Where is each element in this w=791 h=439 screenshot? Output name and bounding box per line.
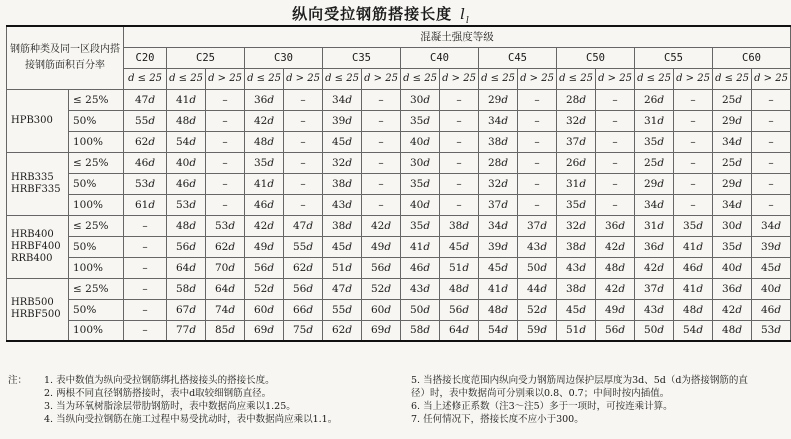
lap-length-cell: 48d: [596, 257, 635, 278]
lap-length-cell: 55d: [323, 299, 362, 320]
table-row: [7, 299, 791, 320]
lap-length-cell: –: [440, 194, 479, 215]
header-d-gt-25: d > 25: [362, 68, 401, 89]
lap-length-cell: 64d: [206, 278, 245, 299]
title-symbol: $l_l$: [460, 5, 470, 26]
lap-length-cell: –: [124, 257, 167, 278]
area-percent-cell: 100%: [69, 194, 124, 215]
note-indent: [375, 374, 411, 400]
lap-length-cell: –: [362, 110, 401, 131]
lap-length-cell: 48d: [713, 320, 752, 341]
lap-length-cell: –: [440, 131, 479, 152]
lap-length-cell: 41d: [245, 173, 284, 194]
lap-length-cell: 70d: [206, 257, 245, 278]
note-text: 2. 两根不同直径钢筋搭接时，表中d取较细钢筋直径。: [44, 388, 272, 399]
lap-length-cell: 56d: [167, 236, 206, 257]
header-d-gt-25: d > 25: [596, 68, 635, 89]
lap-length-cell: 35d: [674, 215, 713, 236]
lap-length-cell: 40d: [167, 152, 206, 173]
lap-length-cell: 31d: [635, 110, 674, 131]
lap-length-cell: 77d: [167, 320, 206, 341]
header-d-le-25: d ≤ 25: [713, 68, 752, 89]
lap-length-cell: 38d: [440, 215, 479, 236]
lap-length-cell: –: [362, 152, 401, 173]
lap-length-cell: 42d: [635, 257, 674, 278]
steel-grade-cell: HPB300: [7, 89, 69, 152]
lap-length-cell: 46d: [124, 152, 167, 173]
lap-length-cell: 48d: [167, 215, 206, 236]
lap-length-cell: 49d: [362, 236, 401, 257]
lap-length-cell: 64d: [167, 257, 206, 278]
lap-length-cell: 52d: [362, 278, 401, 299]
lap-length-cell: 44d: [518, 278, 557, 299]
lap-length-cell: –: [284, 152, 323, 173]
lap-length-cell: 42d: [362, 215, 401, 236]
lap-length-cell: 34d: [713, 194, 752, 215]
lap-length-cell: 34d: [752, 215, 791, 236]
header-d-le-25: d ≤ 25: [635, 68, 674, 89]
lap-length-cell: 58d: [167, 278, 206, 299]
header-d-le-25: d ≤ 25: [557, 68, 596, 89]
header-d-le-25: d ≤ 25: [245, 68, 284, 89]
lap-length-cell: –: [674, 89, 713, 110]
lap-length-cell: 35d: [401, 173, 440, 194]
table-row: [7, 215, 791, 236]
lap-length-cell: –: [518, 89, 557, 110]
header-d-le-25: d ≤ 25: [167, 68, 206, 89]
lap-length-cell: –: [206, 173, 245, 194]
lap-length-cell: 56d: [596, 320, 635, 341]
header-d-le-25: d ≤ 25: [323, 68, 362, 89]
area-percent-cell: 50%: [69, 173, 124, 194]
lap-length-cell: 62d: [124, 131, 167, 152]
lap-length-cell: –: [362, 173, 401, 194]
lap-length-cell: –: [674, 131, 713, 152]
lap-length-cell: –: [206, 194, 245, 215]
area-percent-cell: 50%: [69, 236, 124, 257]
note-item: [8, 400, 363, 413]
lap-length-cell: 55d: [284, 236, 323, 257]
table-title: [0, 3, 762, 25]
lap-length-cell: 43d: [635, 299, 674, 320]
title-text: 纵向受拉钢筋搭接长度: [292, 5, 453, 23]
lap-length-cell: 40d: [401, 194, 440, 215]
notes-right: [375, 374, 755, 426]
area-percent-cell: ≤ 25%: [69, 215, 124, 236]
lap-length-cell: 34d: [479, 110, 518, 131]
header-d-le-25: d ≤ 25: [124, 68, 167, 89]
lap-length-cell: –: [124, 320, 167, 341]
area-percent-cell: 100%: [69, 131, 124, 152]
lap-length-cell: 39d: [752, 236, 791, 257]
lap-length-cell: 38d: [323, 215, 362, 236]
lap-length-cell: 25d: [713, 152, 752, 173]
note-item: [8, 374, 363, 387]
lap-length-cell: 47d: [284, 215, 323, 236]
lap-length-cell: –: [124, 236, 167, 257]
header-d-gt-25: d > 25: [206, 68, 245, 89]
lap-length-cell: –: [284, 89, 323, 110]
lap-length-cell: 41d: [674, 236, 713, 257]
table-row: [7, 131, 791, 152]
lap-length-cell: 31d: [635, 215, 674, 236]
lap-length-cell: –: [440, 89, 479, 110]
lap-length-cell: –: [440, 110, 479, 131]
lap-length-cell: 39d: [479, 236, 518, 257]
lap-length-cell: 41d: [674, 278, 713, 299]
area-percent-cell: 50%: [69, 110, 124, 131]
lap-length-cell: 48d: [674, 299, 713, 320]
lap-length-cell: 46d: [674, 257, 713, 278]
lap-length-cell: 40d: [752, 278, 791, 299]
lap-length-cell: –: [440, 173, 479, 194]
lap-length-cell: –: [362, 194, 401, 215]
lap-length-cell: 29d: [479, 89, 518, 110]
lap-length-cell: 75d: [284, 320, 323, 341]
lap-length-cell: 42d: [245, 110, 284, 131]
lap-length-cell: 34d: [713, 131, 752, 152]
lap-length-cell: 34d: [323, 89, 362, 110]
lap-length-cell: 39d: [323, 110, 362, 131]
lap-length-cell: 45d: [440, 236, 479, 257]
lap-length-cell: 45d: [557, 299, 596, 320]
lap-length-cell: –: [596, 152, 635, 173]
lap-length-cell: –: [362, 89, 401, 110]
lap-length-cell: 60d: [362, 299, 401, 320]
lap-length-cell: 50d: [635, 320, 674, 341]
lap-length-cell: –: [674, 110, 713, 131]
note-item: [8, 413, 363, 426]
lap-length-cell: –: [518, 110, 557, 131]
lap-length-cell: 53d: [124, 173, 167, 194]
lap-length-cell: 30d: [401, 89, 440, 110]
table-row: [7, 236, 791, 257]
header-class-c40: C40: [401, 47, 479, 68]
header-d-gt-25: d > 25: [752, 68, 791, 89]
table-row: [7, 257, 791, 278]
note-text: 4. 当纵向受拉钢筋在施工过程中易受扰动时，表中数据尚应乘以1.1。: [44, 414, 338, 425]
lap-length-cell: 28d: [479, 152, 518, 173]
lap-length-cell: 30d: [401, 152, 440, 173]
table-row: [7, 110, 791, 131]
header-class-c20: C20: [124, 47, 167, 68]
lap-length-cell: 42d: [713, 299, 752, 320]
note-item: [375, 374, 755, 400]
lap-length-cell: 69d: [362, 320, 401, 341]
lap-length-cell: –: [518, 131, 557, 152]
lap-length-cell: –: [206, 152, 245, 173]
lap-length-cell: 46d: [752, 299, 791, 320]
lap-length-cell: 45d: [323, 236, 362, 257]
lap-length-cell: 25d: [635, 152, 674, 173]
lap-length-cell: 52d: [245, 278, 284, 299]
lap-length-cell: –: [206, 110, 245, 131]
lap-length-cell: 32d: [479, 173, 518, 194]
lap-length-cell: 67d: [167, 299, 206, 320]
lap-length-cell: –: [518, 194, 557, 215]
lap-length-cell: 37d: [557, 131, 596, 152]
lap-length-cell: 35d: [401, 110, 440, 131]
lap-length-cell: 50d: [518, 257, 557, 278]
lap-length-cell: 41d: [167, 89, 206, 110]
steel-grade-cell: HRB500 HRBF500: [7, 278, 69, 341]
lap-length-cell: –: [284, 194, 323, 215]
lap-length-cell: –: [752, 110, 791, 131]
header-corner: 钢筋种类及同一区段内搭接钢筋面积百分率: [7, 26, 124, 89]
lap-length-cell: 35d: [713, 236, 752, 257]
table-row: [7, 152, 791, 173]
lap-length-cell: 35d: [245, 152, 284, 173]
lap-length-cell: 36d: [713, 278, 752, 299]
lap-length-cell: 42d: [245, 215, 284, 236]
lap-length-cell: –: [440, 152, 479, 173]
lap-length-cell: 48d: [479, 299, 518, 320]
lap-length-cell: 38d: [323, 173, 362, 194]
lap-length-cell: 58d: [401, 320, 440, 341]
lap-length-cell: 43d: [557, 257, 596, 278]
lap-length-cell: 59d: [518, 320, 557, 341]
lap-length-cell: 25d: [713, 89, 752, 110]
note-indent: [8, 387, 44, 400]
lap-length-cell: 29d: [635, 173, 674, 194]
lap-length-cell: 34d: [479, 215, 518, 236]
notes-left: [8, 374, 363, 426]
lap-length-cell: 85d: [206, 320, 245, 341]
lap-length-cell: 41d: [479, 278, 518, 299]
lap-length-cell: 51d: [323, 257, 362, 278]
lap-length-cell: 34d: [635, 194, 674, 215]
lap-length-cell: 37d: [479, 194, 518, 215]
area-percent-cell: 100%: [69, 257, 124, 278]
lap-length-cell: 47d: [124, 89, 167, 110]
lap-length-cell: 56d: [245, 257, 284, 278]
lap-length-cell: 53d: [167, 194, 206, 215]
header-d-gt-25: d > 25: [284, 68, 323, 89]
table-row: [7, 320, 791, 341]
lap-length-cell: 46d: [401, 257, 440, 278]
note-text: 1. 表中数值为纵向受拉钢筋绑扎搭接接头的搭接长度。: [44, 375, 275, 386]
lap-length-cell: 35d: [557, 194, 596, 215]
lap-length-cell: –: [124, 299, 167, 320]
lap-length-cell: 31d: [557, 173, 596, 194]
note-indent: [375, 400, 411, 413]
lap-length-cell: 36d: [635, 236, 674, 257]
header-class-c55: C55: [635, 47, 713, 68]
lap-length-cell: 66d: [284, 299, 323, 320]
lap-length-cell: 48d: [440, 278, 479, 299]
lap-length-cell: –: [596, 194, 635, 215]
note-item: [375, 413, 755, 426]
area-percent-cell: ≤ 25%: [69, 89, 124, 110]
lap-length-cell: 32d: [557, 215, 596, 236]
header-d-le-25: d ≤ 25: [401, 68, 440, 89]
lap-length-cell: 55d: [124, 110, 167, 131]
lap-length-cell: 69d: [245, 320, 284, 341]
lap-length-cell: 54d: [167, 131, 206, 152]
lap-length-cell: –: [752, 89, 791, 110]
lap-length-cell: 52d: [518, 299, 557, 320]
note-item: [375, 400, 755, 413]
area-percent-cell: ≤ 25%: [69, 278, 124, 299]
lap-length-cell: –: [362, 131, 401, 152]
lap-length-cell: –: [124, 278, 167, 299]
lap-length-cell: 56d: [284, 278, 323, 299]
header-d-gt-25: d > 25: [440, 68, 479, 89]
lap-length-cell: 50d: [401, 299, 440, 320]
lap-length-cell: –: [674, 152, 713, 173]
lap-length-cell: –: [284, 110, 323, 131]
lap-length-cell: 29d: [713, 173, 752, 194]
lap-length-cell: –: [206, 89, 245, 110]
note-indent: [375, 413, 411, 426]
header-class-c50: C50: [557, 47, 635, 68]
header-class-c30: C30: [245, 47, 323, 68]
lap-length-cell: –: [124, 215, 167, 236]
table-row: [7, 278, 791, 299]
lap-length-cell: 32d: [323, 152, 362, 173]
lap-length-cell: 37d: [635, 278, 674, 299]
lap-length-cell: 37d: [518, 215, 557, 236]
lap-length-cell: 36d: [245, 89, 284, 110]
lap-length-cell: 45d: [479, 257, 518, 278]
lap-length-cell: –: [752, 131, 791, 152]
area-percent-cell: ≤ 25%: [69, 152, 124, 173]
area-percent-cell: 100%: [69, 320, 124, 341]
lap-length-cell: –: [752, 194, 791, 215]
lap-length-cell: 36d: [596, 215, 635, 236]
header-strength-group: 混凝土强度等级: [124, 26, 791, 47]
lap-length-cell: 62d: [323, 320, 362, 341]
note-text: 3. 当为环氧树脂涂层带肋钢筋时，表中数据尚应乘以1.25。: [44, 401, 296, 412]
lap-length-cell: 46d: [245, 194, 284, 215]
lap-length-table: [6, 25, 791, 342]
lap-length-cell: 62d: [206, 236, 245, 257]
lap-length-cell: 51d: [440, 257, 479, 278]
lap-length-cell: 43d: [323, 194, 362, 215]
lap-length-cell: 53d: [206, 215, 245, 236]
lap-length-cell: 40d: [401, 131, 440, 152]
lap-length-cell: 47d: [323, 278, 362, 299]
lap-length-cell: 43d: [518, 236, 557, 257]
header-class-c60: C60: [713, 47, 791, 68]
lap-length-cell: 56d: [440, 299, 479, 320]
note-indent: [8, 413, 44, 426]
note-text: 6. 当上述修正系数（注3～注5）多于一项时，可按连乘计算。: [411, 401, 673, 412]
lap-length-cell: 62d: [284, 257, 323, 278]
lap-length-cell: –: [596, 131, 635, 152]
lap-length-cell: –: [752, 152, 791, 173]
lap-length-cell: 49d: [245, 236, 284, 257]
lap-length-cell: –: [284, 131, 323, 152]
notes-prefix: 注：: [8, 375, 28, 386]
lap-length-cell: 43d: [401, 278, 440, 299]
lap-length-cell: 32d: [557, 110, 596, 131]
lap-length-cell: 41d: [401, 236, 440, 257]
lap-length-cell: 54d: [479, 320, 518, 341]
header-class-c35: C35: [323, 47, 401, 68]
lap-length-cell: 38d: [479, 131, 518, 152]
lap-length-cell: –: [596, 173, 635, 194]
steel-grade-cell: HRB335 HRBF335: [7, 152, 69, 215]
lap-length-cell: 38d: [557, 236, 596, 257]
lap-length-cell: 42d: [596, 278, 635, 299]
lap-length-cell: –: [284, 173, 323, 194]
lap-length-cell: –: [674, 194, 713, 215]
lap-length-cell: –: [752, 173, 791, 194]
lap-length-cell: 48d: [167, 110, 206, 131]
header-d-gt-25: d > 25: [518, 68, 557, 89]
lap-length-cell: 61d: [124, 194, 167, 215]
lap-length-cell: 53d: [752, 320, 791, 341]
lap-length-cell: 30d: [713, 215, 752, 236]
header-class-c45: C45: [479, 47, 557, 68]
lap-length-cell: 45d: [752, 257, 791, 278]
lap-length-cell: 56d: [362, 257, 401, 278]
table-row: [7, 173, 791, 194]
lap-length-cell: 46d: [167, 173, 206, 194]
steel-grade-cell: HRB400 HRBF400 RRB400: [7, 215, 69, 278]
lap-length-cell: 42d: [596, 236, 635, 257]
table-row: [7, 89, 791, 110]
note-text: 5. 当搭接长度范围内纵向受力钢筋周边保护层厚度为3d、5d（d为搭接钢筋的直径）时，表中数据尚可分别乘以0.8、0.7；中间时按内插值。: [411, 375, 748, 399]
header-d-le-25: d ≤ 25: [479, 68, 518, 89]
lap-length-cell: 26d: [557, 152, 596, 173]
lap-length-cell: 54d: [674, 320, 713, 341]
lap-length-cell: 45d: [323, 131, 362, 152]
lap-length-cell: 64d: [440, 320, 479, 341]
lap-length-cell: 48d: [245, 131, 284, 152]
lap-length-cell: 26d: [635, 89, 674, 110]
lap-length-cell: 40d: [713, 257, 752, 278]
lap-length-cell: –: [596, 89, 635, 110]
lap-length-cell: –: [518, 173, 557, 194]
lap-length-cell: 29d: [713, 110, 752, 131]
lap-length-cell: 38d: [557, 278, 596, 299]
lap-length-cell: –: [518, 152, 557, 173]
table-row: [7, 194, 791, 215]
note-item: [8, 387, 363, 400]
lap-length-cell: 35d: [401, 215, 440, 236]
lap-length-cell: 74d: [206, 299, 245, 320]
lap-length-cell: –: [674, 173, 713, 194]
lap-length-cell: 35d: [635, 131, 674, 152]
lap-length-cell: 60d: [245, 299, 284, 320]
lap-length-cell: –: [596, 110, 635, 131]
area-percent-cell: 50%: [69, 299, 124, 320]
note-indent: [8, 400, 44, 413]
note-text: 7. 任何情况下，搭接长度不应小于300。: [411, 414, 584, 425]
lap-length-cell: 28d: [557, 89, 596, 110]
lap-length-cell: 51d: [557, 320, 596, 341]
lap-length-cell: 49d: [596, 299, 635, 320]
header-d-gt-25: d > 25: [674, 68, 713, 89]
header-class-c25: C25: [167, 47, 245, 68]
lap-length-cell: –: [206, 131, 245, 152]
